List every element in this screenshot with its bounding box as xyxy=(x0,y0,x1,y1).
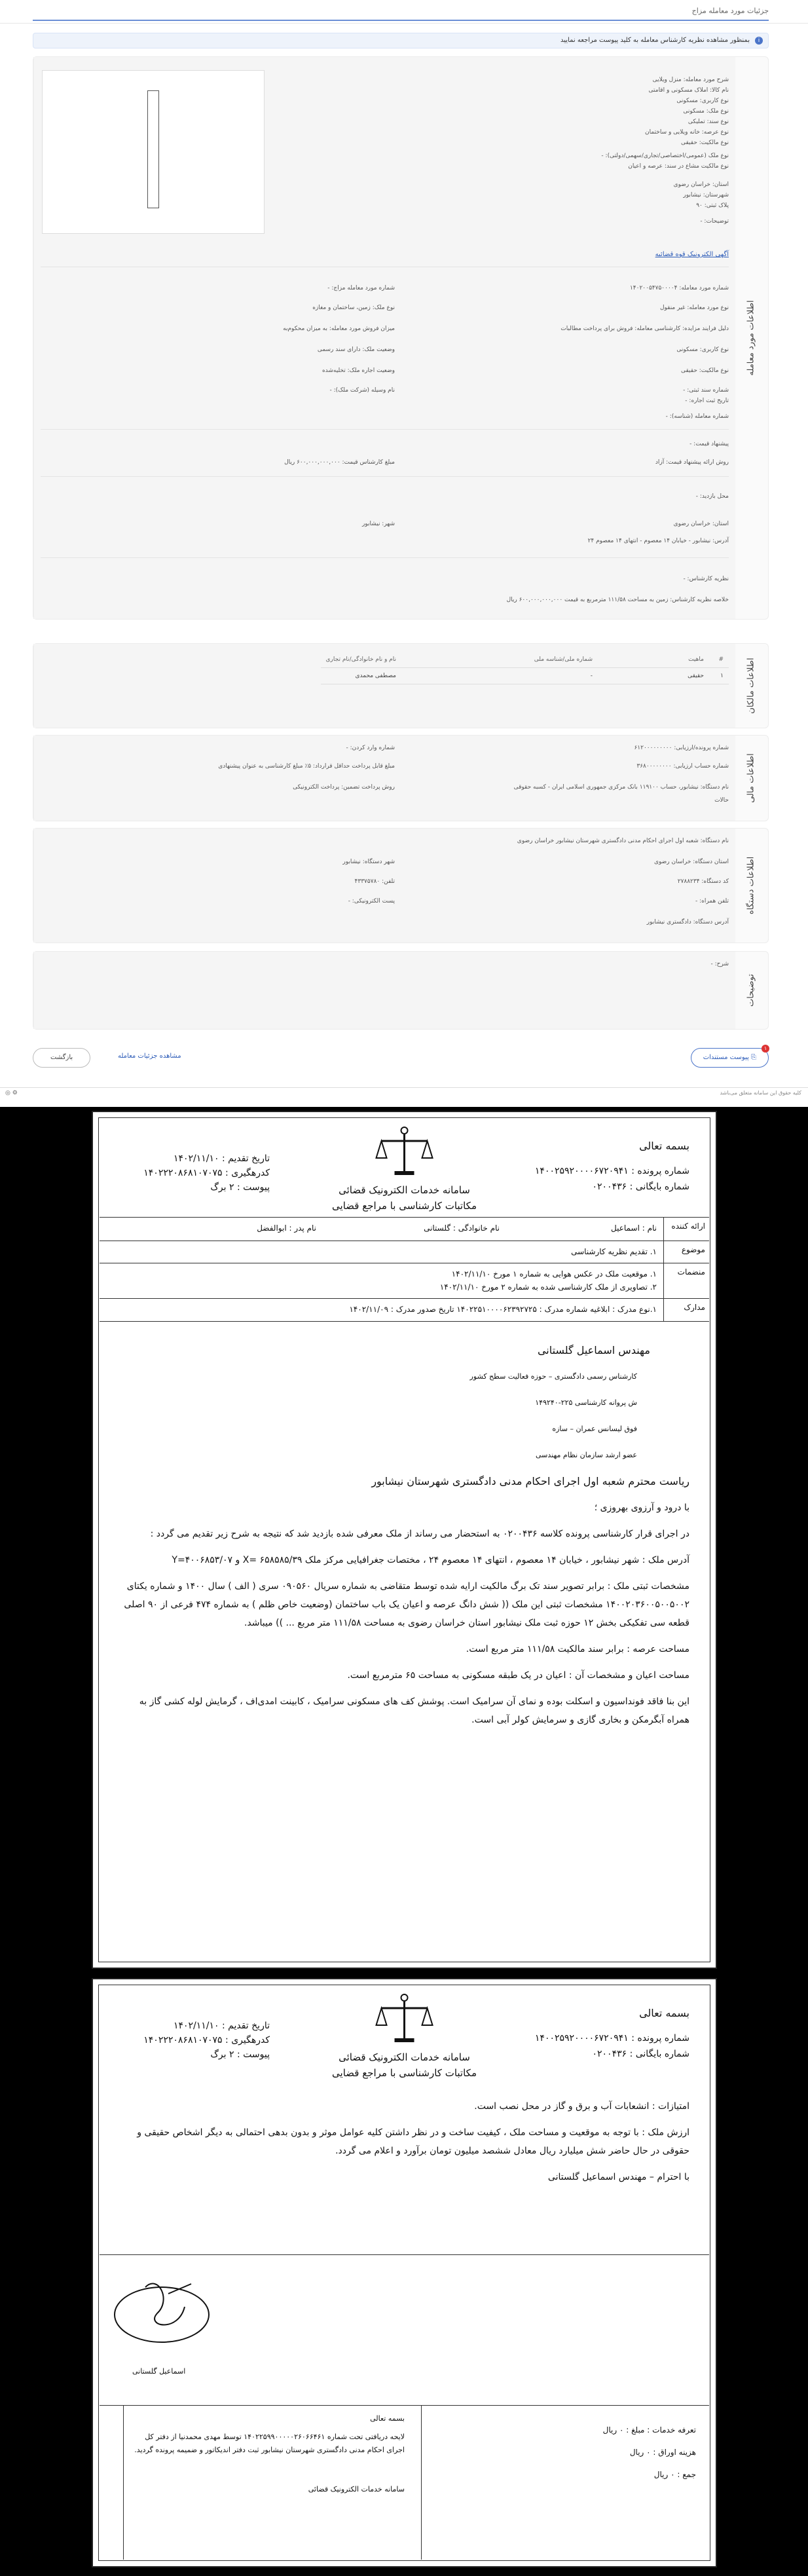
owners-cell: ۱ xyxy=(709,668,729,684)
addressee: ریاست محترم شعبه اول اجرای احکام مدنی دادگستری شهرستان نیشابور xyxy=(371,1475,689,1487)
item-line: پلاک ثبتی: ۹۰ xyxy=(696,202,729,209)
doc-body xyxy=(119,1341,689,1737)
separator xyxy=(41,557,729,558)
device-line: پست الکترونیکی: - xyxy=(348,898,395,905)
settings-icon[interactable]: ⚙ ◎ xyxy=(5,1090,18,1096)
grid-l-5: نام وسیله (شرکت ملک): - xyxy=(329,387,395,394)
body-paragraph: امتیازات : انشعابات آب و برق و گاز در محل نصب است. xyxy=(474,2101,689,2112)
grid-l-0: شماره مورد معامله مزاج: - xyxy=(327,285,395,291)
finance-line: روش پرداخت تضمین: پرداخت الکترونیکی xyxy=(293,784,395,791)
owners-header: شماره ملی/شناسه ملی xyxy=(401,652,598,668)
doc-header-left xyxy=(119,1151,270,1195)
panel-owners-label: اطلاعات مالکان xyxy=(746,658,756,714)
attachments-label: پیوست مستندات xyxy=(703,1054,749,1061)
separator xyxy=(100,2254,709,2255)
view-details-link[interactable]: مشاهده جزئیات معامله xyxy=(118,1053,181,1060)
submit-date: تاریخ تقدیم : ۱۴۰۲/۱۱/۱۰ xyxy=(173,1153,270,1164)
owners-header: # xyxy=(709,652,729,668)
bismillah: بسمه تعالی xyxy=(639,2007,689,2019)
action-bar xyxy=(33,1045,769,1070)
finance-line: حالات xyxy=(714,797,729,804)
item-line: نوع مالکیت: حقیقی xyxy=(681,140,729,146)
body-paragraph: ارزش ملک : با توجه به موقعیت و مساحت ملک ، کیفیت ساخت و در نظر داشتن کلیه عوامل موثر و بدون بدهی احتمالی به دیگر اشخاص حقیقی و حقوقی در حال حاضر شش میلیارد ریال معادل ششصد میلیون تومان برآورد و اعلام می گردد. xyxy=(137,2127,689,2156)
owners-cell: حقیقی xyxy=(598,668,709,684)
owners-cell: - xyxy=(401,668,598,684)
panel-finance-label: اطلاعات مالی xyxy=(746,753,756,803)
row-label: موضوع xyxy=(663,1241,709,1263)
item-photo-image xyxy=(147,90,159,208)
body-paragraph: مساحت اعیان و مشخصات آن : اعیان در یک طبقه مسکونی به مساحت ۶۵ مترمربع است. xyxy=(347,1670,689,1681)
item-photo[interactable] xyxy=(42,70,265,234)
finance-line: مبلغ قابل پرداخت حداقل قرارداد: ۵٪ مبلغ کارشناسی به عنوان پیشنهادی xyxy=(218,763,395,770)
grid-r-4: نوع مالکیت: حقیقی xyxy=(681,367,729,374)
body-paragraph: آدرس ملک : شهر نیشابور ، خیابان ۱۴ معصوم ، انتهای ۱۴ معصوم ۲۴ ، مختصات جغرافیایی مرکز ملک ۶۵۸۵۸۵/۳۹ =X و Y=۴۰۰۶۸۵۳/۰۷ xyxy=(172,1555,689,1565)
notes-text: شرح: - xyxy=(710,961,729,967)
closing: با احترام – مهندس اسماعیل گلستانی xyxy=(547,2172,689,2182)
archive-number: شماره بایگانی : ۰۲۰۰۴۳۶ xyxy=(592,2049,689,2059)
justice-scales-icon xyxy=(375,1125,433,1178)
back-button[interactable]: بازگشت xyxy=(33,1048,90,1068)
org-sub: مکاتبات کارشناسی با مراجع قضایی xyxy=(332,1200,477,1212)
panel-finance-body xyxy=(33,736,735,821)
row-label: ارائه کننده xyxy=(663,1218,709,1241)
document-page-2 xyxy=(92,1978,717,2567)
grid-r-7: شماره معامله (شناسه): - xyxy=(665,413,729,420)
case-number: شماره پرونده : ۱۴۰۰۲۵۹۲۰۰۰۰۶۷۲۰۹۴۱ xyxy=(534,1166,689,1176)
separator xyxy=(41,476,729,477)
tracking-code: کدرهگیری : ۱۴۰۲۲۲۰۸۶۸۱۰۷۰۷۵ xyxy=(143,2035,270,2045)
submitter-father: نام پدر : ابوالفضل xyxy=(257,1223,316,1233)
body-paragraph: مشخصات ثبتی ملک : برابر تصویر سند تک برگ مالکیت ارایه شده توسط متقاضی به شماره سریال ۰۹۰۵۶۰ سری ( الف ) سال ۱۴۰۰ و شماره یکتای ۱۴۰۰۲۰۳۶۰۰۵۰۰۵۰۰۲ مشخصات ثبتی این ملک (( شش دانگ عرصه و اعیان یک باب ساختمان (وضعیت خاص ظلم ) به شماره ۴۷۴ فرعی از ۹۰ اصلی قطعه سی تفکیکی بخش ۱۲ حوزه ثبت ملک نیشابور استان خراسان رضوی به مساحت ۱۱۱/۵۸ متر مربع ... )) میباشد. xyxy=(124,1581,689,1628)
footer-copyright: کلیه حقوق این سامانه متعلق می‌باشد xyxy=(720,1090,801,1096)
fees-table xyxy=(100,2405,709,2559)
item-line: نوع مالکیت مشاع در سند: عرصه و اعیان xyxy=(628,163,729,170)
item-line: نام کالا: املاک مسکونی و اقامتی xyxy=(648,87,729,94)
body-paragraph: این بنا فاقد فونداسیون و اسکلت بوده و نمای آن سرامیک است. پوشش کف های مسکونی سرامیک ، کابینت امدی‌اف ، گرمایش لوله کشی گاز به همراه آبگرمکن و بخاری گازی و سرمایش کولر آبی است. xyxy=(139,1696,689,1725)
attach-count: پیوست : ۲ برگ xyxy=(210,1182,270,1193)
panel-device-body xyxy=(33,829,735,943)
device-line: نام دستگاه: شعبه اول اجرای احکام مدنی دادگستری شهرستان نیشابور خراسان رضوی xyxy=(517,838,729,844)
table-row xyxy=(321,668,729,684)
price-method: روش ارائه پیشنهاد قیمت: آزاد xyxy=(655,459,729,466)
item-line: شرح مورد معامله: منزل ویلایی xyxy=(652,77,729,83)
row-value: ۱.نوع مدرک : ابلاغیه شماره مدرک : ۱۴۰۲۲۵۱۰۰۰۰۶۲۳۹۲۷۲۵ تاریخ صدور مدرک : ۱۴۰۲/۱۱/۰۹ xyxy=(349,1305,657,1314)
row-label: مدارک xyxy=(663,1299,709,1321)
visit-label: محل بازدید: - xyxy=(695,493,729,500)
item-line: استان: خراسان رضوی xyxy=(673,181,729,188)
panel-notes-body xyxy=(33,952,735,1029)
document-viewer xyxy=(0,1107,808,2576)
page-title: جزئیات مورد معامله مزاج xyxy=(691,7,769,15)
greeting: با درود و آرزوی بهروزی ؛ xyxy=(594,1503,689,1513)
opinion-summary: خلاصه نظریه کارشناس: زمین به مساحت ۱۱۱/۵۸ مترمربع به قیمت ۶۰۰,۰۰۰,۰۰۰,۰۰۰ ریال xyxy=(506,597,729,603)
owners-header: نام و نام خانوادگی/نام تجاری xyxy=(321,652,401,668)
panel-owners-body xyxy=(33,644,735,728)
device-line: آدرس دستگاه: دادگستری نیشابور xyxy=(646,919,729,925)
panel-finance xyxy=(33,735,769,821)
submit-date: تاریخ تقدیم : ۱۴۰۲/۱۱/۱۰ xyxy=(173,2021,270,2031)
justice-scales-icon xyxy=(375,1992,433,2045)
doc-header-center xyxy=(332,1992,477,2081)
doc-body xyxy=(119,2097,689,2194)
stamp-text: لایحه دریافتی تحت شماره ۱۴۰۲۲۵۹۹۰۰۰۰۰۲۶۰۶۶۴۶۱ توسط مهدی محمدنیا از دفتر کل اجرای احکام مدنی دادگستری شهرستان نیشابور ثبت دفتر اندیکاتور و ضمیمه پرونده گردید. xyxy=(134,2433,405,2454)
attachments-button[interactable] xyxy=(691,1045,769,1068)
doc-header-left xyxy=(119,2019,270,2062)
device-line: شهر دستگاه: نیشابور xyxy=(342,859,395,865)
attachments-badge: ۱ xyxy=(762,1045,769,1053)
signature-image xyxy=(106,2268,217,2366)
panel-device xyxy=(33,828,769,943)
expert-line: ش پروانه کارشناسی ۲۲۵-۱۴۹۲۴۰ xyxy=(535,1398,637,1407)
info-banner xyxy=(33,33,769,48)
bismillah: بسمه تعالی xyxy=(639,1140,689,1152)
info-icon: i xyxy=(755,37,763,45)
row-value xyxy=(106,1222,657,1235)
finance-line: شماره حساب ارزیابی: ۳۶۸۰۰۰۰۰۰۰۰ xyxy=(636,763,729,770)
paperclip-icon: ⎘ xyxy=(748,1054,756,1061)
document-page-1 xyxy=(92,1111,717,1969)
doc-row-submitter xyxy=(100,1217,709,1241)
org-name: سامانه خدمات الکترونیک قضائی xyxy=(339,1184,470,1196)
separator xyxy=(41,429,729,430)
top-bar xyxy=(0,0,808,24)
submitter-last: نام خانوادگی : گلستانی xyxy=(424,1223,500,1233)
row-value: ۱. تقدیم نظریه کارشناسی xyxy=(571,1247,657,1256)
owners-cell: مصطفی محمدی xyxy=(321,668,401,684)
attach-count: پیوست : ۲ برگ xyxy=(210,2049,270,2060)
finance-line: نام دستگاه: نیشابور، حساب ۱۱۹۱۰۰ بانک مرکزی جمهوری اسلامی ایران - کسبه حقوقی xyxy=(513,784,729,791)
grid-l-1: نوع ملک: زمین، ساختمان و مغازه xyxy=(312,305,395,311)
grid-r-3: نوع کاربری: مسکونی xyxy=(676,346,729,353)
fee-amount: تعرفه خدمات : مبلغ : ۰ ریال xyxy=(602,2425,696,2435)
grid-l-3: وضعیت ملک: دارای سند رسمی xyxy=(317,346,395,353)
price-label: پیشنهاد قیمت: - xyxy=(689,441,729,447)
panel-device-label: اطلاعات دستگاه xyxy=(746,856,756,915)
panel-notes-label: توضیحات xyxy=(746,974,756,1007)
submitter-first: نام : اسماعیل xyxy=(611,1223,657,1233)
owners-table xyxy=(321,652,729,684)
doc-header-right xyxy=(535,2006,689,2062)
stamp-title: بسمه تعالی xyxy=(370,2414,405,2423)
item-line: نوع سند: تملیکی xyxy=(688,119,729,125)
expert-line: فوق لیسانس عمران – سازه xyxy=(552,1425,637,1433)
grid-r-5: شماره سند ثبتی: - xyxy=(683,387,729,394)
visit-province: استان: خراسان رضوی xyxy=(673,521,729,527)
attachment-2: ۲. تصاویری از ملک کارشناسی شده به شماره ۲ مورخ ۱۴۰۲/۱۱/۱۰ xyxy=(439,1282,657,1292)
org-name: سامانه خدمات الکترونیک قضائی xyxy=(339,2051,470,2063)
finance-line: شماره پرونده/ارزیابی: ۶۱۲۰۰۰۰۰۰۰۰۰ xyxy=(634,745,729,751)
owners-header: ماهیت xyxy=(598,652,709,668)
expert-name: مهندس اسماعیل گلستانی xyxy=(537,1344,650,1356)
paper-cost: هزینه اوراق : ۰ ریال xyxy=(629,2448,696,2457)
item-line: نوع ملک (عمومی/اختصاصی/تجاری/سهمی/دولتی): - xyxy=(601,153,729,159)
doc-row-attachments xyxy=(100,1263,709,1298)
grid-r-0: شماره مورد معامله: ۱۴۰۲۰۰۵۴۷۵۰۰۰۰۴ xyxy=(629,285,729,291)
device-line: کد دستگاه: ۲۷۸۸۲۳۴ xyxy=(677,878,729,885)
panel-item-info-body xyxy=(33,57,735,619)
grid-l-4: وضعیت اجاره ملک: تخلیه‌شده xyxy=(321,367,395,374)
footer xyxy=(0,1087,808,1099)
grid-l-2: میزان فروش مورد معامله: به میزان محکوم‌به xyxy=(283,326,395,332)
doc-header-center xyxy=(332,1125,477,1214)
doc-header-right xyxy=(535,1138,689,1195)
expert-line: عضو ارشد سازمان نظام مهندسی xyxy=(535,1451,637,1459)
signature-name: اسماعیل گلستانی xyxy=(132,2367,186,2376)
expert-line: کارشناس رسمی دادگستری – حوزه فعالیت سطح کشور xyxy=(469,1372,637,1381)
item-line: نوع عرصه: خانه ویلایی و ساختمان xyxy=(645,129,729,136)
row-label: منضمات xyxy=(663,1263,709,1298)
device-line: تلفن: ۴۳۳۷۵۷۸۰ xyxy=(354,878,395,885)
body-paragraph: در اجرای قرار کارشناسی پرونده کلاسه ۰۲۰۰۴۳۶ به استحضار می رساند از ملک معرفی شده بازدید شد که نتیجه به شرح زیر تقدیم می گردد : xyxy=(150,1529,689,1539)
finance-line: شماره وارد کردن: - xyxy=(346,745,395,751)
visit-city: شهر: نیشابور xyxy=(361,521,395,527)
tracking-code: کدرهگیری : ۱۴۰۲۲۲۰۸۶۸۱۰۷۰۷۵ xyxy=(143,1168,270,1178)
device-line: استان دستگاه: خراسان رضوی xyxy=(653,859,729,865)
org-sub: مکاتبات کارشناسی با مراجع قضایی xyxy=(332,2067,477,2079)
visit-address: آدرس: نیشابور - خیابان ۱۴ معصوم - انتهای ۱۴ معصوم ۲۴ xyxy=(587,538,729,544)
row-value xyxy=(106,1267,657,1294)
panel-item-info xyxy=(33,56,769,620)
court-ad-link[interactable]: آگهی الکترونیک قوه قضائیه xyxy=(655,251,729,258)
item-line: نوع ملک: مسکونی xyxy=(683,108,729,115)
grid-r-1: نوع مورد معامله: غیر منقول xyxy=(659,305,729,311)
item-line: شهرستان: نیشابور xyxy=(683,192,729,198)
doc-row-subject xyxy=(100,1241,709,1263)
panel-notes xyxy=(33,951,769,1030)
case-number: شماره پرونده : ۱۴۰۰۲۵۹۲۰۰۰۰۶۷۲۰۹۴۱ xyxy=(534,2033,689,2044)
panel-item-info-label: اطلاعات مورد معامله xyxy=(746,300,756,376)
grid-r-2: دلیل فرایند مزایده: کارشناسی معامله: فروش برای پرداخت مطالبات xyxy=(560,326,729,332)
doc-row-documents xyxy=(100,1298,709,1322)
item-line: نوع کاربری: مسکونی xyxy=(676,98,729,104)
opinion-label: نظریه کارشناس: - xyxy=(683,576,729,582)
attachment-1: ۱. موقعیت ملک در عکس هوایی به شماره ۱ مورخ ۱۴۰۲/۱۱/۱۰ xyxy=(451,1269,657,1279)
device-line: تلفن همراه: - xyxy=(695,898,729,905)
info-text: بمنظور مشاهده نظریه کارشناس معامله به کلید پیوست مراجعه نمایید xyxy=(560,37,750,44)
panel-owners xyxy=(33,643,769,728)
grid-r-6: تاریخ ثبت اجاره: - xyxy=(685,398,729,404)
body-paragraph: مساحت عرصه : برابر سند مالکیت ۱۱۱/۵۸ متر مربع است. xyxy=(466,1644,689,1654)
stamp-org: سامانه خدمات الکترونیک قضائی xyxy=(308,2485,405,2493)
price-amount: مبلغ کارشناس قیمت: ۶۰۰,۰۰۰,۰۰۰,۰۰۰ ریال xyxy=(284,459,395,466)
stamp-cell xyxy=(123,2406,411,2560)
archive-number: شماره بایگانی : ۰۲۰۰۴۳۶ xyxy=(592,1182,689,1192)
item-line: توضیحات: - xyxy=(700,218,729,225)
title-underline xyxy=(33,20,769,21)
fees-cell xyxy=(421,2406,709,2560)
total-cost: جمع : ۰ ریال xyxy=(653,2470,696,2479)
app-window xyxy=(0,0,808,1107)
